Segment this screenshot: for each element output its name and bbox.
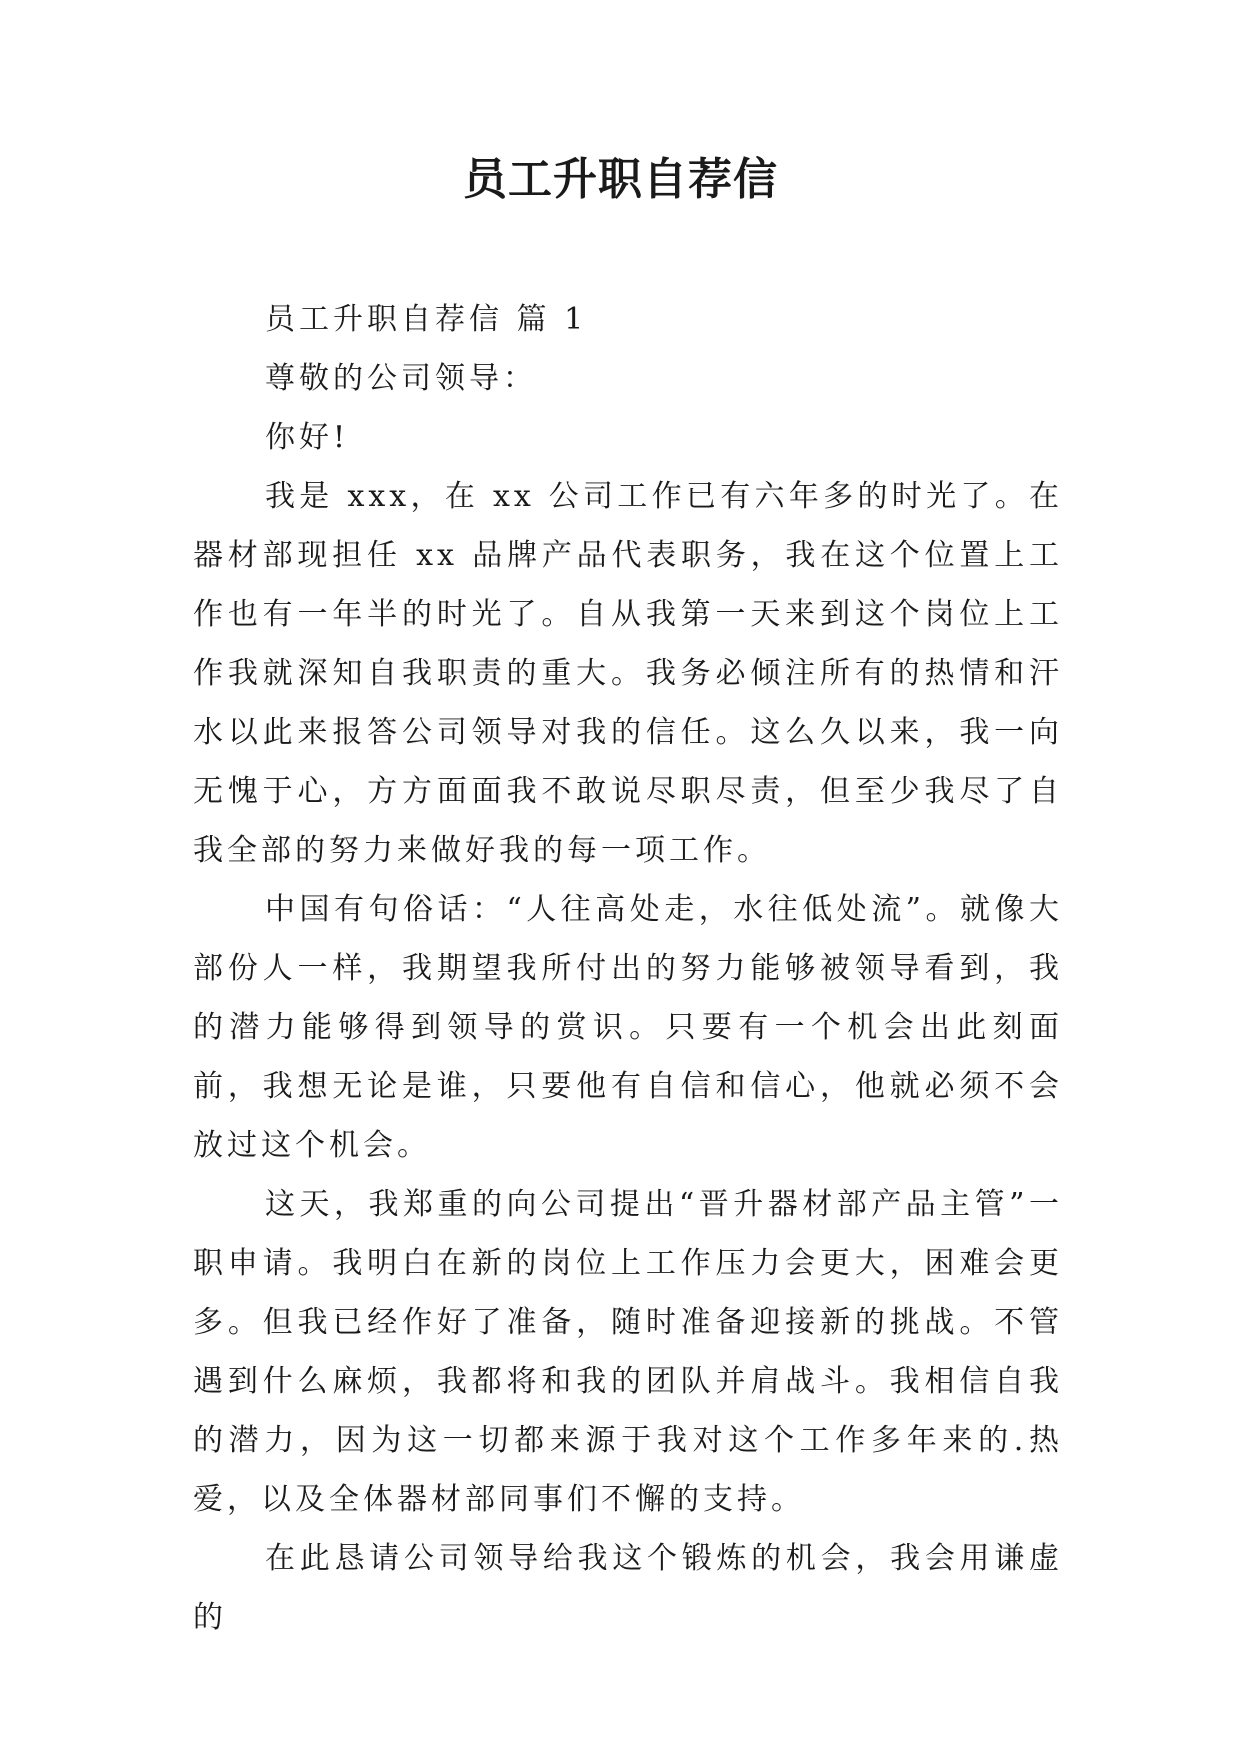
greeting: 你好! bbox=[265, 420, 350, 455]
paragraph: 我是 xxx，在 xx 公司工作已有六年多的时光了。在器材部现担任 xx 品牌产品代表职务，我在这个位置上工作也有一年半的时光了。自从我第一天来到这个岗位上工作我就深知自我职责的重大。我务必倾注所有的热情和汗水以此来报答公司领导对我的信任。这么久以来，我一向无愧于心，方方面面我不敢说尽职尽责，但至少我尽了自我全部的努力来做好我的每一项工作。 bbox=[193, 479, 1063, 868]
salutation: 尊敬的公司领导： bbox=[265, 361, 537, 396]
document-body bbox=[193, 290, 1063, 1647]
paragraph: 中国有句俗话：“人往高处走，水往低处流”。就像大部份人一样，我期望我所付出的努力能够被领导看到，我的潜力能够得到领导的赏识。只要有一个机会出此刻面前，我想无论是谁，只要他有自信和信心，他就必须不会放过这个机会。 bbox=[193, 892, 1063, 1163]
section-heading: 员工升职自荐信 篇 1 bbox=[265, 302, 588, 337]
paragraph: 在此恳请公司领导给我这个锻炼的机会，我会用谦虚的 bbox=[193, 1541, 1063, 1635]
document-title: 员工升职自荐信 bbox=[463, 154, 778, 205]
paragraph: 这天，我郑重的向公司提出“晋升器材部产品主管”一职申请。我明白在新的岗位上工作压力会更大，困难会更多。但我已经作好了准备，随时准备迎接新的挑战。不管遇到什么麻烦，我都将和我的团队并肩战斗。我相信自我的潜力，因为这一切都来源于我对这个工作多年来的.热爱，以及全体器材部同事们不懈的支持。 bbox=[193, 1187, 1063, 1517]
